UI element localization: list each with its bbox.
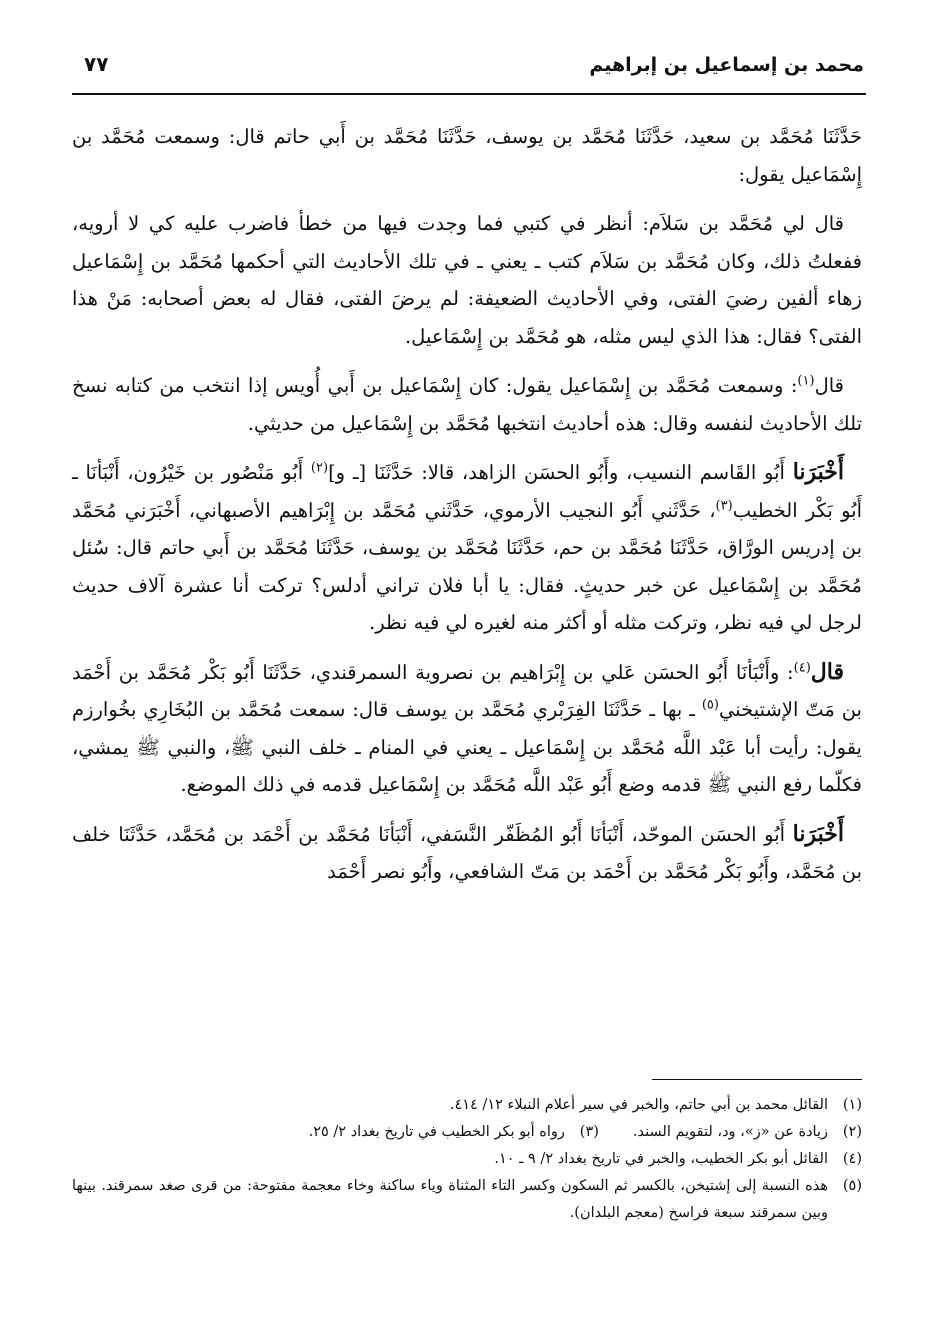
footnote-2 [633,1119,862,1146]
footnote-number: (١) [842,1097,862,1113]
footnote-text: زيادة عن «ز»، ود، لتقويم السند. [632,1124,828,1140]
footnote-text: هذه النسبة إلى إشتيخن، بالكسر ثم السكون وكسر التاء المثناة وياء ساكنة وخاء معجمة مفتوحة: من قرى صغد سمرقند. بينها وبين سمرقند سبعة فراسخ (معجم البلدان). [72,1178,828,1221]
footnote-number: (٢) [842,1124,862,1140]
footnote-text: القائل محمد بن أبي حاتم، والخبر في سير أعلام النبلاء ١٢/ ٤١٤. [449,1097,828,1113]
footnote-number: (٥) [842,1178,862,1194]
paragraph-text: ـ بها ـ حَدَّثَنَا الفِرَبْري مُحَمَّد بن يوسف قال: سمعت مُحَمَّد بن البُخَارِي بخُوارزم يقول: رأيت أبا عَبْد اللَّه مُحَمَّد بن إِسْمَاعيل ـ يعني في المنام ـ خلف النبي ﷺ، والنبي ﷺ يمشي، فكلّما رفع النبي ﷺ قدمه وضع أَبُو عَبْد اللَّه مُحَمَّد بن إِسْمَاعيل قدمه في ذلك الموضع. [72,698,862,796]
footnote-ref[interactable]: (٥) [701,697,719,713]
paragraph-2 [72,205,862,355]
paragraph-text: حَدَّثَنَا مُحَمَّد بن سعيد، حَدَّثَنَا مُحَمَّد بن يوسف، حَدَّثَنَا مُحَمَّد بن أَبي حاتم قال: وسمعت مُحَمَّد بن إِسْمَاعيل يقول: [72,125,862,186]
paragraph-6 [72,816,862,891]
page-number: ٧٧ [84,52,109,76]
running-header [72,44,864,90]
header-rule [72,93,866,95]
footnote-text: رواه أبو بكر الخطيب في تاريخ بغداد ٢/ ٢٥. [308,1124,565,1140]
footnote-1 [72,1092,862,1119]
paragraph-text: : وأَنْبَأنَا أَبُو الحسَن عَلي بن إِبْرَاهيم بن نصروية السمرقندي، حَدَّثَنَا أَبُو بَكْر مُحَمَّد بن أَحْمَد بن مَتّ الإشتيخني [72,660,862,721]
footnote-4 [72,1146,862,1173]
footnote-text: القائل أبو بكر الخطيب، والخبر في تاريخ بغداد ٢/ ٩ ـ ١٠. [494,1151,828,1167]
footnote-ref[interactable]: (١) [797,373,815,389]
paragraph-lead: أَخْبَرَنا [792,820,844,847]
paragraph-text: أَبُو مَنْصُور بن خَيْرُون، أَنْبَأنَا ـ أَبُو بَكْر الخطيب [72,461,862,522]
footnotes [72,1092,862,1227]
paragraph-4 [72,454,862,642]
footnote-number: (٤) [842,1151,862,1167]
running-title: محمد بن إسماعيل بن إبراهيم [589,54,864,76]
paragraph-text: ، حَدَّثَني أَبُو النجيب الأرموي، حَدَّثَني مُحَمَّد بن إِبْرَاهيم الأصبهاني، أَخْبَرَني مُحَمَّد بن إدريس الورَّاق، حَدَّثَنَا مُحَمَّد بن حم، حَدَّثَنَا مُحَمَّد بن يوسف، حَدَّثَنَا مُحَمَّد بن أَبي حاتم قال: سُئل مُحَمَّد بن إِسْمَاعيل عن خبر حديثٍ. فقال: يا أبا فلان تراني أدلس؟ تركت أنا عشرة آلاف حديث لرجل لي فيه نظر، وتركت مثله أو أكثر منه لغيره لي فيه نظر. [72,498,862,634]
paragraph-5 [72,654,862,804]
paragraph-text: : وسمعت مُحَمَّد بن إِسْمَاعيل يقول: كان إِسْمَاعيل بن أَبي أُويس إذا انتخب من كتابه نسخ تلك الأحاديث لنفسه وقال: هذه أحاديث انتخبها مُحَمَّد بن إِسْمَاعيل من حديثي. [72,374,862,435]
footnote-pair [72,1119,862,1146]
main-text [72,118,862,903]
footnote-ref[interactable]: (٤) [793,660,811,675]
paragraph-3 [72,367,862,442]
footnote-number: (٣) [579,1124,599,1140]
paragraph-1 [72,118,862,193]
paragraph-lead-text: قال [814,374,844,397]
footnote-ref[interactable]: (٢) [310,460,329,476]
footnote-5 [72,1173,862,1227]
footnote-ref[interactable]: (٣) [715,498,733,513]
paragraph-lead: قال [810,658,844,685]
footnote-3 [309,1119,599,1146]
paragraph-text: قال لي مُحَمَّد بن سَلاَم: أنظر في كتبي فما وجدت فيها من خطأ فاضرب عليه كي لا أرويه، ففعلتُ ذلك، وكان مُحَمَّد بن سَلاَم كتب ـ يعني ـ في تلك الأحاديث التي أحكمها مُحَمَّد بن إِسْمَاعيل زهاء ألفين رضيَ الفتى، وفي الأحاديث الضعيفة: لم يرضَ الفتى، فقال له بعض أصحابه: مَنْ هذا الفتى؟ فقال: هذا الذي ليس مثله، هو مُحَمَّد بن إِسْمَاعيل. [72,212,862,348]
paragraph-text: أَبُو القَاسم النسيب، وأَبُو الحسَن الزاهد، قالا: حَدَّثَنَا [ـ و] [328,461,785,484]
paragraph-lead: أَخْبَرَنا [792,459,845,485]
paragraph-text: أَبُو الحسَن الموحّد، أَنْبَأنَا أَبُو المُظَفّر النَّسَفي، أَنْبَأنَا مُحَمَّد بن أَحْمَد بن مُحَمَّد، حَدَّثَنَا خلف بن مُحَمَّد، وأَبُو بَكْر مُحَمَّد بن أَحْمَد بن مَتّ الشافعي، وأَبُو نصر أَحْمَد [72,822,862,883]
footnote-rule [652,1079,862,1080]
